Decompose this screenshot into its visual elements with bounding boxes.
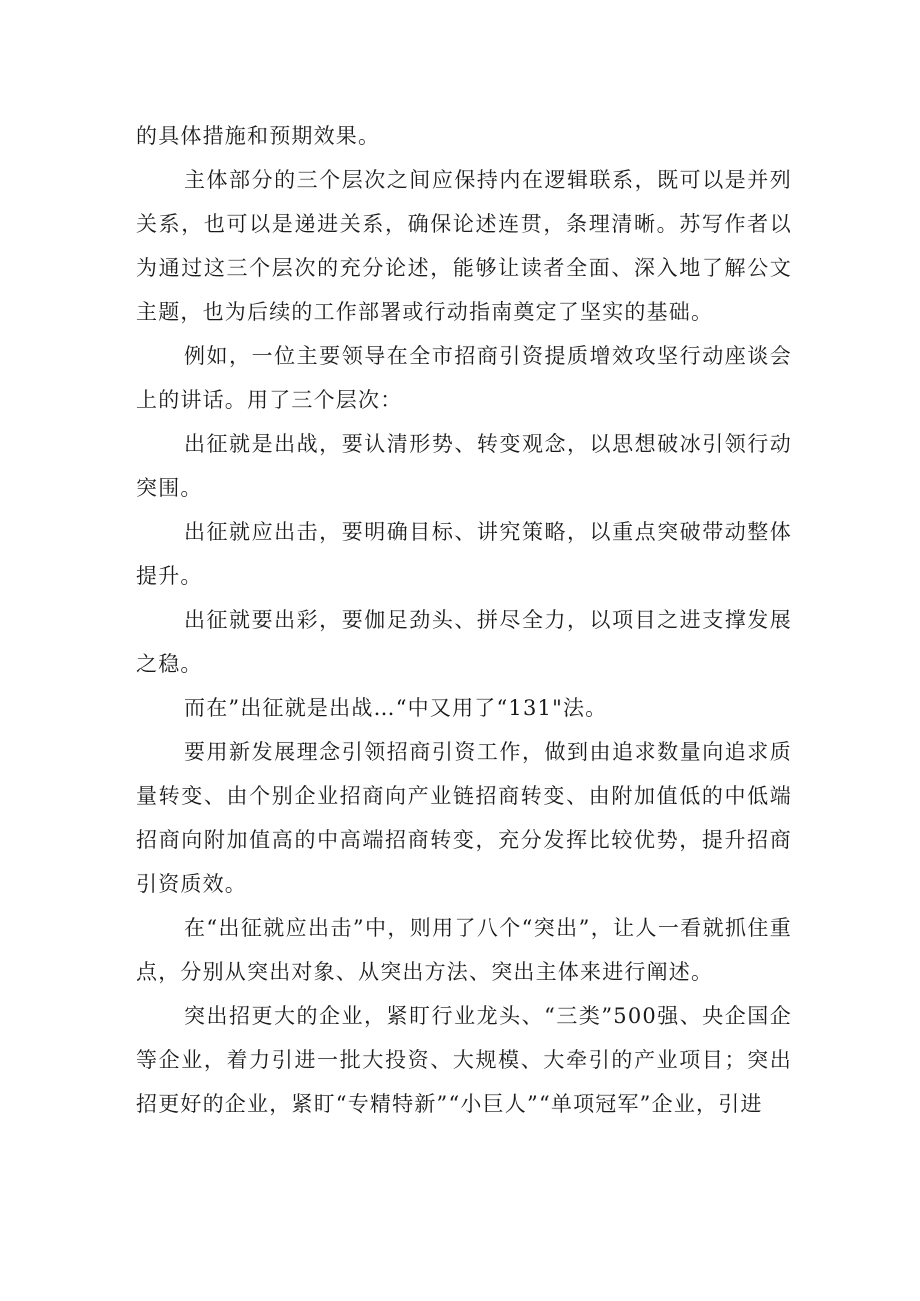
paragraph-continuation: 的具体措施和预期效果。 bbox=[136, 124, 381, 148]
paragraph-level-3: 出征就要出彩，要伽足劲头、拼尽全力，以项目之进支撑发展之稳。 bbox=[136, 608, 792, 676]
paragraph-bigger-enterprises: 突出招更大的企业，紧盯行业龙头、“三类”500强、央企国企等企业，着力引进一批大投资、大规模、大牵引的产业项目；突出招更好的企业，紧盯“专精特新”“小巨人”“单项冠军”企业，引进 bbox=[136, 1004, 792, 1116]
paragraph-131-method: 而在”出征就是出战…“中又用了“131"法。 bbox=[184, 696, 608, 720]
paragraph-level-1: 出征就是出战，要认清形势、转变观念，以思想破冰引领行动突围。 bbox=[136, 432, 792, 500]
paragraph-example-intro: 例如，一位主要领导在全市招商引资提质增效攻坚行动座谈会上的讲话。用了三个层次： bbox=[136, 344, 792, 412]
paragraph-level-2: 出征就应出击，要明确目标、讲究策略，以重点突破带动整体提升。 bbox=[136, 520, 792, 588]
paragraph-logic: 主体部分的三个层次之间应保持内在逻辑联系，既可以是并列关系，也可以是递进关系，确保论述连贯，条理清晰。苏写作者以为通过这三个层次的充分论述，能够让读者全面、深入地了解公文主题，也为后续的工作部署或行动指南奠定了坚实的基础。 bbox=[136, 168, 792, 324]
paragraph-new-concept: 要用新发展理念引领招商引资工作，做到由追求数量向追求质量转变、由个别企业招商向产业链招商转变、由附加值低的中低端招商向附加值高的中高端招商转变，充分发挥比较优势，提升招商引资质效。 bbox=[136, 740, 792, 896]
paragraph-eight-highlights: 在“出征就应出击”中，则用了八个“突出”，让人一看就抓住重点，分别从突出对象、从突出方法、突出主体来进行阐述。 bbox=[136, 916, 792, 984]
